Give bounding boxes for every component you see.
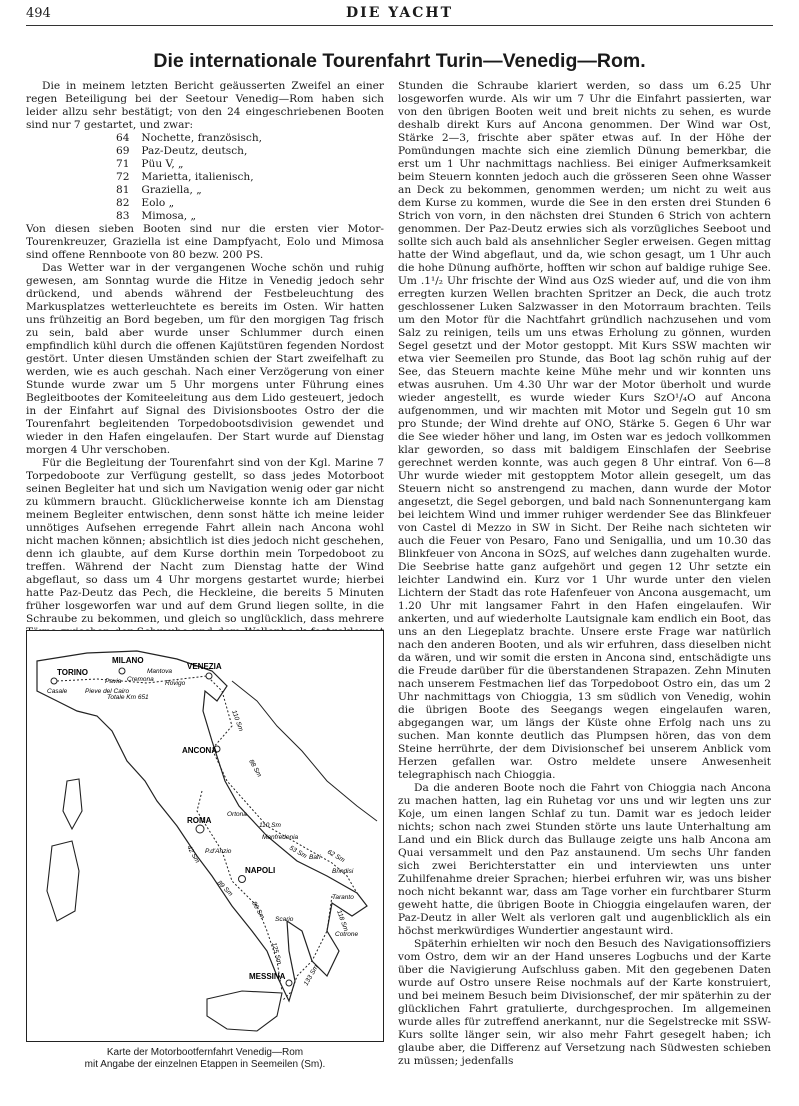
left-column [26, 80, 384, 665]
route-map-figure [26, 630, 384, 1071]
place-label: Bari [309, 854, 321, 861]
boat-list [116, 132, 384, 223]
paragraph: Da die anderen Boote noch die Fahrt von Chioggia nach Ancona zu machen hatten, lag ein Ruhetag vor uns und wir legten uns zur Koje, um einen langen Schlaf zu tun. Damit war es jedoch leider nichts; schon nach zwei Stunden störte uns laute Unterhaltung am Land und ein Blick durch das Bullauge zeigte uns halb Ancona am Quai versammelt und den Paz anstaunend. Um sechs Uhr fanden sich zwei Berichterstatter ein und interviewten uns unter Zuhilfenahme dreier Sprachen; hierbei erfuhren wir, was uns bisher noch nicht bekannt war, dass am Tage vorher ein furchtbarer Sturm geweht hatte, die übrigen Boote in Chioggia eingelaufen waren, der Paz-Deutz in aller Welt als verloren galt und augenblicklich als ein höchst merkwürdiges Wundertier angestaunt wird. [398, 782, 771, 937]
paragraph: Für die Begleitung der Tourenfahrt sind von der Kgl. Marine 7 Torpedoboote zur Verfügung gestellt, so dass jedes Motorboot seinen Begleiter hat und sich um Navigation wenig oder gar nicht zu kümmern braucht. Glücklicherweise konnte ich am Dienstag meinem Begleiter entwischen, denn sonst hätte ich meine leider unnötiges Aufsehen erregende Fahrt allein nach Ancona wohl nicht machen können; absichtlich ist dies jedoch nicht geschehen, denn ich glaubte, auf dem Kurse dorthin mein Torpedoboot zu treffen. Während der Nacht zum Dienstag hatte der Wind abgeflaut, so dass um 4 Uhr morgens gestartet wurde; hierbei hatte Paz-Deutz das Pech, die Heckleine, die bereits 5 Minuten früher losgeworfen war und auf dem Grund liegen sollte, in die Schraube zu bekommen, und gleich so unglücklich, dass mehrere [26, 457, 384, 625]
place-label: Manfredonia [262, 834, 299, 841]
leg-label: 86 Sm [250, 900, 266, 921]
leg-label: 89 Sm [215, 879, 234, 898]
leg-label: 62 Sm [326, 848, 346, 865]
leg-label: 88 Sm [247, 758, 263, 779]
leg-label: 53 Sm [288, 844, 308, 861]
city-label: ANCONA [182, 746, 218, 755]
place-label: Scario [275, 916, 294, 923]
paragraph: Späterhin erhielten wir noch den Besuch des Navigationsoffiziers vom Ostro, dem wir an der Hand unseres Logbuchs und der Karte über die Navigierung Aufschluss gaben. Mit den gegebenen Daten wurde auf Ostro unsere Reise nochmals auf der Karte konstruiert, und bei meinem Besuch beim Divisionschef, der mir späterhin zu der glücklichen Fahrt gratulierte, durchgesprochen. Im allgemeinen wurde alles für zutreffend anerkannt, nur die Segelstrecke mit SSW-Kurs sollte länger sein, wir also mehr Fahrt gesegelt haben; ich glaube aber, die Differenz auf Versetzung nach Südwesten schieben zu müssen; jedenfalls [398, 938, 771, 1067]
right-column [398, 80, 771, 1068]
city-marker [239, 876, 246, 883]
leg-label: 125 Sm [270, 941, 283, 966]
place-label: Casale [47, 688, 68, 695]
article-title: Die internationale Tourenfahrt Turin—Venedig—Rom. [153, 50, 646, 72]
place-label: P.d'Anzio [205, 848, 232, 855]
intro-paragraph: Die in meinem letzten Bericht geäusserten Zweifel an einer regen Beteiligung bei der Seetour Venedig—Rom haben sich leider allzu sehr bestätigt; von den 24 eingeschriebenen Booten sind nur 7 gestartet, und zwar: [26, 80, 384, 131]
leg-label: 110 Sm [259, 822, 281, 829]
city-label: MILANO [112, 656, 144, 665]
city-label: VENEZIA [187, 662, 222, 671]
caption-line: mit Angabe der einzelnen Etappen in Seemeilen (Sm). [84, 1059, 326, 1070]
header-rule [26, 25, 773, 26]
city-label: MESSINA [249, 972, 286, 981]
boat-item: 64 Nochette, französisch, [116, 132, 263, 144]
boat-item: 71 Püu V, „ [116, 158, 184, 170]
place-label: Ortona [227, 811, 247, 818]
leg-label: 133 Sm [302, 964, 320, 987]
map-caption [26, 1047, 384, 1071]
city-marker [286, 980, 292, 986]
caption-line: Karte der Motorbootfernfahrt Venedig—Rom [106, 1047, 304, 1058]
running-header: DIE YACHT [346, 5, 453, 21]
paragraph: Das Wetter war in der vergangenen Woche schön und ruhig gewesen, am Sonntag wurde die Hitze in Venedig jedoch sehr drückend, und abends während der Festbeleuchtung des Markusplatzes wetterleuchtete es bereits im Osten. Wir hatten uns frühzeitig an Bord begeben, um für den morgigen Tag frisch zu sein, bald aber wurde unser Schlummer durch einen empfindlich kühl durch die offenen Kajütstüren fegenden Nordost gestört. Unter diesen Umständen schien der Start zweifelhaft zu werden, wie es auch geschah. Nach einer Verzögerung von einer Stunde wurde zwar um 5 Uhr morgens unter Führung eines Begleitbootes der Komiteeleitung aus dem Lido gesteuert, jedoch in der Einfahrt auf Signal des Divisionsbootes Ostro der die Tourenfahrt begleitenden Torpedobootsdivision gewendet und wieder in den Hafen eingelaufen. Der Start wurde auf Dienstag morgen 4 Uhr verschoben. [26, 262, 384, 456]
dalmatian-coast [232, 681, 377, 821]
paragraph: Von diesen sieben Booten sind nur die ersten vier Motor-Tourenkreuzer, Graziella ist eine Dampfyacht, Eolo und Mimosa sind offene Rennboote von 80 bezw. 200 PS. [26, 223, 384, 261]
leg-label: 118 Sm [335, 909, 350, 933]
map-frame [26, 630, 384, 1042]
boat-item: 72 Marietta, italienisch, [116, 171, 254, 183]
sardinia-outline [47, 841, 79, 921]
place-label: Cotrone [335, 931, 359, 938]
city-marker [206, 673, 212, 679]
leg-label: 110 Sm [230, 709, 245, 733]
total-label: Totale Km 651 [107, 694, 149, 701]
city-label: ROMA [187, 816, 212, 825]
place-label: Pavia [105, 678, 122, 685]
city-marker [119, 668, 125, 674]
italy-route-map [27, 631, 383, 1041]
place-label: Mantova [147, 668, 172, 675]
place-label: Pieve del Cairo [85, 688, 130, 695]
sicily-outline [207, 991, 282, 1031]
city-label: TORINO [57, 668, 88, 677]
boat-item: 83 Mimosa, „ [116, 210, 197, 222]
boat-item: 69 Paz-Deutz, deutsch, [116, 145, 248, 157]
paragraph: Stunden die Schraube klariert werden, so dass um 6.25 Uhr losgeworfen wurde. Als wir um 7 Uhr die Einfahrt passierten, war von den übrigen Booten weit und breit nichts zu sehen, es wurde deshalb direkt Kurs auf Ancona genommen. Der Wind war Ost, Stärke 2—3, frischte aber später etwas auf. In der Höhe der Pomündungen machte sich eine ziemlich Dünung bemerkbar, die erst um 1 Uhr nachmittags nachliess. Bei einiger Aufmerksamkeit beim Steuern konnten jedoch auch die grösseren Seen ohne Wasser an Deck zu bekommen, genommen werden; um nicht zu weit aus dem Kurse zu kommen, wurde die See in den ersten drei Stunden 6 Strich von vorn, in den nächsten drei Stunden 6 Strich von achtern genommen. Der Paz-Deutz erwies sich als vorzügliches Seeboot und sollte sich auch bald als ansehnlicher Segler erweisen. Gegen mittag hatte der Wind abgeflaut, und da, wie schon gesagt, um 1 Uhr auch die hohe Dünung aufhörte, hofften wir schon auf baldige ruhige See. Um .1¹/₂ Uhr frischte der Wind aus OzS wieder auf, und die von ihm erregten kurzen Wellen brachten Spritzer an Deck, die auch trotz geschlossener Luken Salzwasser in den Motorraum brachten. Teils um den Motor für die Nachtfahrt gründlich nachzusehen und vom Salz zu reinigen, teils um uns etwas Erholung zu gönnen, wurden Segel gesetzt und der Motor gestoppt. Mit Kurs SSW machten wir etwa vier Seemeilen pro Stunde, das Boot lag schön ruhig auf der See, das Steuern machte keine Mühe mehr und wir konnten uns etwas ausruhen. Um 4.30 Uhr war der Motor überholt und wurde wieder angestellt, es wurde wieder Kurs SzO¹/₄O auf Ancona aufgenommen, und wir machten mit Motor und Segeln gut 10 sm pro Stunde; der Wind drehte auf ONO, Stärke 5. Gegen 6 Uhr war die See wieder höher und lang, im Osten war es jedoch vollkommen klar geworden, so dass mit baldigem Einschlafen der Seebrise gerechnet werden konnte, was auch gegen 8 Uhr eintraf. Von 6—8 Uhr wurde wieder mit gestopptem Motor allein gesegelt, um das Steuern nicht so anstrengend zu machen, dann wurde der Motor angesetzt, die Segel geborgen, und bald nach Sonnenuntergang kam bei leichtem Wind und immer ruhiger werdender See das Blinkfeuer von Castel di Mezzo in SW in Sicht. Der Reihe nach sichteten wir auch die Feuer von Pesaro, Fano und Senigallia, und um 10.30 das Blinkfeuer von Ancona in SOzS, auf welches dann zugehalten wurde. Die Seebrise hatte ganz aufgehört und gegen 12 Uhr setzte ein leichter Landwind ein. Kurz vor 1 Uhr wurde unter den vielen Lichtern der Stadt das rote Hafenfeuer von Ancona ausgemacht, um 1.20 Uhr mit langsamer Fahrt in den Hafen eingelaufen. Wir ankerten, und auf wiederholte Lautsignale kam endlich ein Boot, das uns an den Liegeplatz brachte. Unsere erste Frage war natürlich nach den anderen Booten, und als wir erfuhren, dass dieselben nicht da wären, und wir somit die ersten in Ancona sind, entschädigte uns die Freude darüber für die überstandenen Strapazen. Zehn Minuten nach unserem Festmachen lief das Torpedoboot Ostro ein, das um 2 Uhr nachmittags von Chioggia, 13 sm südlich von Venedig, wohin die übrigen Boote des Seegangs wegen eingelaufen waren, abgegangen war, um längs der Küste ohne Erfolg nach uns zu suchen. Man konnte deutlich das Plumpsen hören, das von dem Steine herrührte, der dem Divisionschef bei unserem Anblick vom Herzen gefallen war. Ostro meldete unsere Anwesenheit telegraphisch nach Chioggia. [398, 80, 771, 781]
place-label: Rovigo [165, 680, 186, 687]
corsica-outline [63, 779, 82, 829]
city-marker [51, 678, 57, 684]
city-label: NAPOLI [245, 866, 276, 875]
place-label: Brindisi [332, 868, 354, 875]
leg-label: 42 Sm [185, 844, 201, 865]
boat-item: 81 Graziella, „ [116, 184, 202, 196]
page-number: 494 [26, 6, 51, 21]
place-label: Taranto [332, 894, 354, 901]
city-marker [196, 825, 204, 833]
place-label: Cremona [127, 676, 154, 683]
boat-item: 82 Eolo „ [116, 197, 175, 209]
